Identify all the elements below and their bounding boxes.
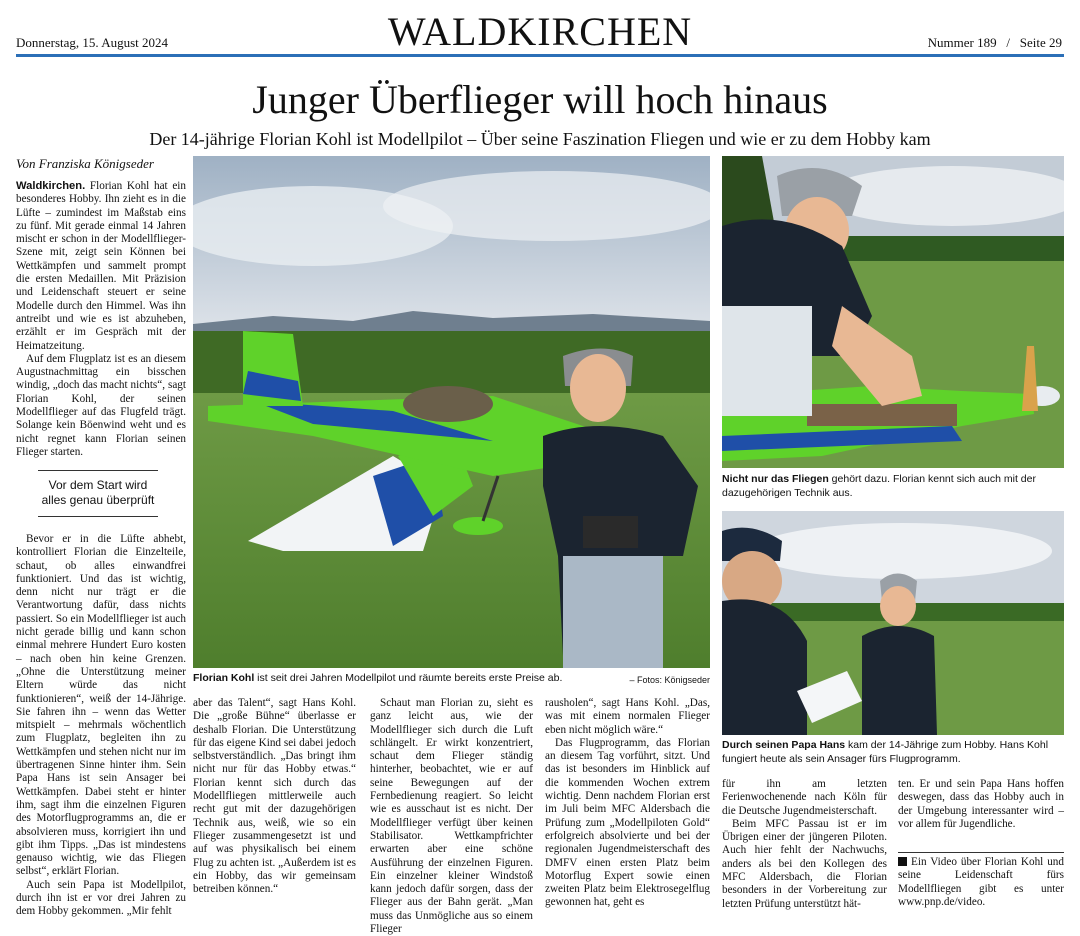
issue-number-page [928,35,1062,51]
paragraph [16,180,186,353]
main-photo [193,156,710,668]
main-photo-caption [193,671,593,685]
page-number: Seite 29 [1019,35,1062,50]
photo-florian-checking-plane [722,156,1064,468]
paragraph: aber das Talent“, sagt Hans Kohl. Die „große Bühne“ überlasse er deshalb Florian. Die Unterstützung für das eigene Kind sei dabei jedoch selbstverständlich. „Das bringt ihm nicht nur für das Hobby etwas.“ Florian kennt sich durch das Modellfliegen mittlerweile auch recht gut mit der dazugehörigen Technik aus, weiß, wie so ein Flieger zusammengesetzt ist und auf was physikalisch bei einem Flug zu achten ist. „Außerdem ist es ein Hobby, das wir gemeinsam betreiben können.“ [193,697,356,896]
caption-bold: Florian Kohl [193,672,255,684]
issue-date: Donnerstag, 15. August 2024 [16,35,169,50]
column-3 [370,697,533,936]
bottom-right-caption [722,738,1064,766]
column-1-bottom [16,533,186,919]
paragraph: ten. Er und sein Papa Hans hoffen deswegen, dass das Hobby auch in der Umgebung interessanter wird – vor allem für Jugendliche. [898,778,1064,830]
photo-credit: – Fotos: Königseder [629,675,710,685]
column-1-top [16,180,186,459]
caption-text: gehört dazu. Florian kennt sich auch mit der dazugehörigen Technik aus. [722,473,1036,499]
paragraph: für ihn am letzten Ferienwochenende nach Köln für die Deutsche Jugendmeisterschaft. [722,778,887,817]
video-info [898,856,1064,909]
newspaper-name: WALDKIRCHEN [387,9,693,54]
paragraph: Bevor er in die Lüfte abhebt, kontrolliert Florian die Einzelteile, schaut, ob alles einwandfrei funktioniert. Und das ist wichtig, denn nicht nur trägt er die Verantwortung dafür, dass nichts passiert. So ein Modellflieger ist auch nicht gerade billig und kann schon einmal mehrere Hundert Euro kosten – nach oben hin keine Grenzen. „Ohne die Unterstützung meiner Eltern würde das nicht funktionieren“, weiß der 14-Jährige. Sie fahren ihn – wenn das Wetter mitspielt – mehrmals wöchentlich zum Flugplatz, begleiten ihn zu Wettkämpfen und stehen nicht nur im übertragenen Sinne hinter ihm. Sein Papa Hans ist sein Ansager bei Wettkämpfen. Dabei steht er hinter ihm, sagt ihm die einzelnen Figuren des Motorflugprogramms an, die er absolvieren muss, korrigiert ihn und gibt ihm Tipps. „Das ist mindestens genauso wichtig, wie das Fliegen selbst“, erklärt Florian. [16,533,186,878]
issue-number: Nummer 189 [927,35,997,50]
paragraph: Schaut man Florian zu, sieht es ganz leicht aus, wie der Modellflieger sich durch die Luft schlängelt. Er wirkt konzentriert, schaut dem Flieger ständig hinterher, beobachtet, wie er auf seine Bewegungen auf der Fernbedienung reagiert. So leicht wie es ausschaut ist es nicht. Der Modellflieger verfügt über keinen Stabilisator. Wettkampfrichter erwarten aber eine schöne Ausführung der einzelnen Figuren. Ein einzelner kleiner Windstoß kann jedoch dafür sorgen, dass der Flieger aus der Bahn gerät. „Man muss das Unmögliche aus so einem Flieger [370,697,533,936]
video-info-text: Ein Video über Florian Kohl und seine Leidenschaft fürs Modellfliegen gibt es unter www.pnp.de/video. [898,856,1064,908]
subhead: Vor dem Start wird alles genau überprüft [38,470,158,517]
info-box-rule [898,852,1064,853]
column-2 [193,697,356,896]
separator: / [1006,35,1010,50]
masthead-rule [16,54,1064,57]
photo-florian-and-father [722,511,1064,735]
paragraph: Beim MFC Passau ist er im Übrigen einer der jüngeren Piloten. Auch hier fehlt der Nachwuchs, anders als bei den Kollegen des MFC Aldersbach, die Florian besonders in der Vorbereitung zur letzten Prüfung unterstützt hät- [722,817,887,910]
top-right-photo [722,156,1064,468]
column-4 [545,697,710,910]
subheadline: Der 14-jährige Florian Kohl ist Modellpilot – Über seine Faszination Fliegen und wie er zu dem Hobby kam [149,129,931,149]
caption-bold: Durch seinen Papa Hans [722,739,846,751]
caption-bold: Nicht nur das Fliegen [722,473,829,485]
headline: Junger Überflieger will hoch hinaus [252,77,828,122]
top-right-caption [722,472,1064,500]
paragraph: Auf dem Flugplatz ist es an diesem Augustnachmittag ein bisschen windig, „doch das macht nichts“, sagt Florian Kohl, der seinen Modellflieger auf das Flugfeld trägt. Solange kein Böenwind weht und es nicht regnet kann Florian seinen Flieger starten. [16,352,186,458]
caption-text: kam der 14-Jährige zum Hobby. Hans Kohl fungiert heute als sein Ansager fürs Flugprogramm. [722,739,1049,765]
byline: Von Franziska Königseder [16,156,154,171]
video-camera-icon [898,857,907,866]
column-6 [898,778,1064,831]
photo-florian-with-plane [193,156,710,668]
column-5 [722,778,887,911]
video-info-box [898,856,1064,909]
paragraph: Auch sein Papa ist Modellpilot, durch ihn ist er vor drei Jahren zu dem Hobby gekommen. „Mir fehlt [16,878,186,918]
bottom-right-photo [722,511,1064,735]
caption-text: ist seit drei Jahren Modellpilot und räumte bereits erste Preise ab. [254,672,563,684]
dateline: Waldkirchen. [16,180,86,192]
paragraph-text: Florian Kohl hat ein besonderes Hobby. Ihn zieht es in die Lüfte – zumindest im Maßstab eins zu fünf. Mit gerade einmal 14 Jahren mischt er schon in der Modellflieger-Szene mit, zeigt sein Können bei Wettkämpfen und sammelt prompt die ersten Medaillen. Mit Präzision und Leidenschaft steuert er seine Modelle durch den Himmel. Was ihn antreibt und wie es ist abzuheben, erzählt er im Gespräch mit der Heimatzeitung. [16,180,186,352]
paragraph: rausholen“, sagt Hans Kohl. „Das, was mit einem normalen Flieger eben nicht möglich wäre.“ [545,697,710,736]
paragraph: Das Flugprogramm, das Florian an diesem Tag vorführt, sitzt. Und das ist besonders im Hinblick auf die kommenden Wochen extrem wichtig. Denn nachdem Florian erst im Juli beim MFC Aldersbach die Prüfung zum „Modellpiloten Gold“ erfolgreich absolvierte und bei der regionalen Jugendmeisterschaft des DMFV einen ersten Platz beim Motorflug Expert sowie einen zweiten Platz beim Elektrosegelflug gewonnen hat, geht es [545,736,710,909]
